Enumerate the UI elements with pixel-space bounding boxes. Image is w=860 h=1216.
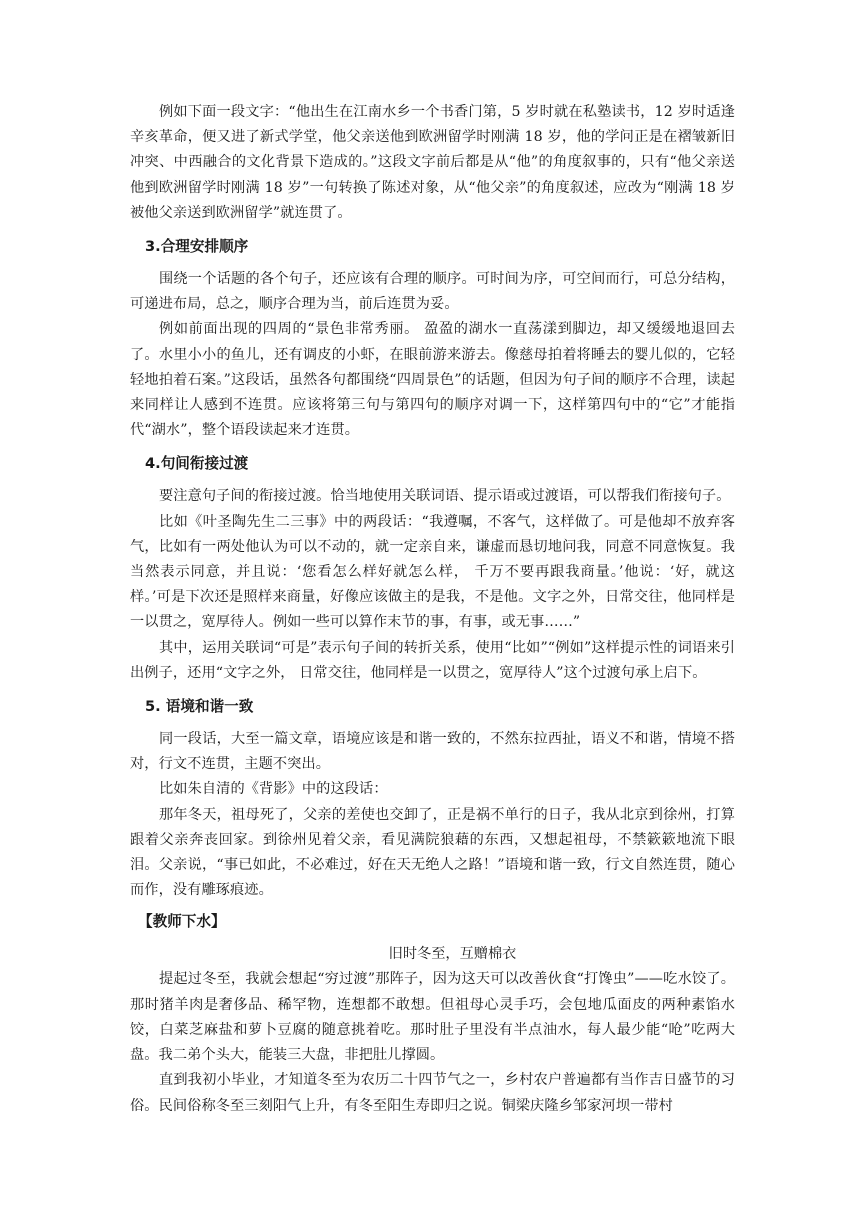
- section-heading-context: 5. 语境和谐一致: [145, 698, 254, 716]
- paragraph: 例如下面一段文字：“他出生在江南水乡一个书香门第，5 岁时就在私塾读书，12 岁时适逢辛亥革命，便又进了新式学堂，他父亲送他到欧洲留学时刚满 18 岁，他的学问正是在褶皱新旧冲突、中西融合的文化背景下造成的。”这段文字前后都是从“他”的角度叙事的，只有“他父亲送他到欧洲留学时刚满 18 岁”一句转换了陈述对象，从“他父亲”的角度叙述，应改为“刚满 18 岁被他父亲送到欧洲留学”就连贯了。: [130, 104, 735, 221]
- paragraph: 其中，运用关联词“可是”表示句子间的转折关系，使用“比如”“例如”这样提示性的词语来引出例子，还用“文字之外， 日常交往，他同样是一以贯之，宽厚待人”这个过渡句承上启下。: [130, 639, 735, 681]
- section-heading-transition: 4.句间衔接过渡: [145, 455, 249, 473]
- paragraph: 围绕一个话题的各个句子，还应该有合理的顺序。可时间为序，可空间而行，可总分结构，可递进布局，总之，顺序合理为当，前后连贯为妥。: [130, 271, 735, 313]
- paragraph: 提起过冬至，我就会想起“穷过渡”那阵子，因为这天可以改善伙食“打馋虫”——吃水饺了。那时猪羊肉是奢侈品、稀罕物，连想都不敢想。但祖母心灵手巧，会包地瓜面皮的两种素馅水饺，白菜芝麻盐和萝卜豆腐的随意挑着吃。那时肚子里没有半点油水，每人最少能“呛”吃两大盘。我二弟个头大，能装三大盘，非把肚儿撑圆。: [130, 971, 735, 1064]
- paragraph: 要注意句子间的衔接过渡。恰当地使用关联词语、提示语或过渡语，可以帮我们衔接句子。: [159, 488, 731, 505]
- paragraph: 直到我初小毕业，才知道冬至为农历二十四节气之一，乡村农户普遍都有当作吉日盛节的习俗。民间俗称冬至三刻阳气上升，有冬至阳生寿即归之说。铜梁庆隆乡邹家河坝一带村: [130, 1072, 735, 1114]
- essay-title: 旧时冬至，互赠棉衣: [388, 946, 517, 963]
- document-body: [130, 100, 735, 1119]
- paragraph: 比如《叶圣陶先生二三事》中的两段话：“我遵嘱，不客气，这样做了。可是他却不放弃客气，比如有一两处他认为可以不动的，就一定亲自来，谦虚而恳切地问我，同意不同意恢复。我当然表示同意，并且说：‘您看怎么样好就怎么样， 千万不要再跟我商量。’他说：‘好，就这样。’可是下次还是照样来商量，好像应该做主的是我，不是他。文字之外，日常交往，他同样是一以贯之，宽厚待人。例如一些可以算作末节的事，有事，或无事……”: [130, 513, 735, 631]
- paragraph: 同一段话，大至一篇文章，语境应该是和谐一致的，不然东拉西扯，语义不和谐，情境不搭对，行文不连贯，主题不突出。: [130, 731, 735, 773]
- paragraph: 例如前面出现的四周的“景色非常秀丽。 盈盈的湖水一直荡漾到脚边，却又缓缓地退回去了。水里小小的鱼儿，还有调皮的小虾，在眼前游来游去。像慈母拍着将睡去的婴儿似的，它轻轻地拍着石案。”这段话，虽然各句都围绕“四周景色”的话题，但因为句子间的顺序不合理，读起来同样让人感到不连贯。应该将第三句与第四句的顺序对调一下，这样第四句中的“它”才能指代“湖水”，整个语段读起来才连贯。: [130, 321, 735, 439]
- teacher-section-tag: 【教师下水】: [138, 913, 226, 931]
- section-heading-order: 3.合理安排顺序: [145, 238, 249, 256]
- paragraph: 比如朱自清的《背影》中的这段话：: [159, 781, 388, 798]
- quoted-paragraph: 那年冬天，祖母死了，父亲的差使也交卸了，正是祸不单行的日子，我从北京到徐州，打算跟着父亲奔丧回家。到徐州见着父亲，看见满院狼藉的东西，又想起祖母，不禁簌簌地流下眼泪。父亲说，“事已如此，不必难过，好在天无绝人之路！”语境和谐一致，行文自然连贯，随心而作，没有雕琢痕迹。: [130, 806, 735, 899]
